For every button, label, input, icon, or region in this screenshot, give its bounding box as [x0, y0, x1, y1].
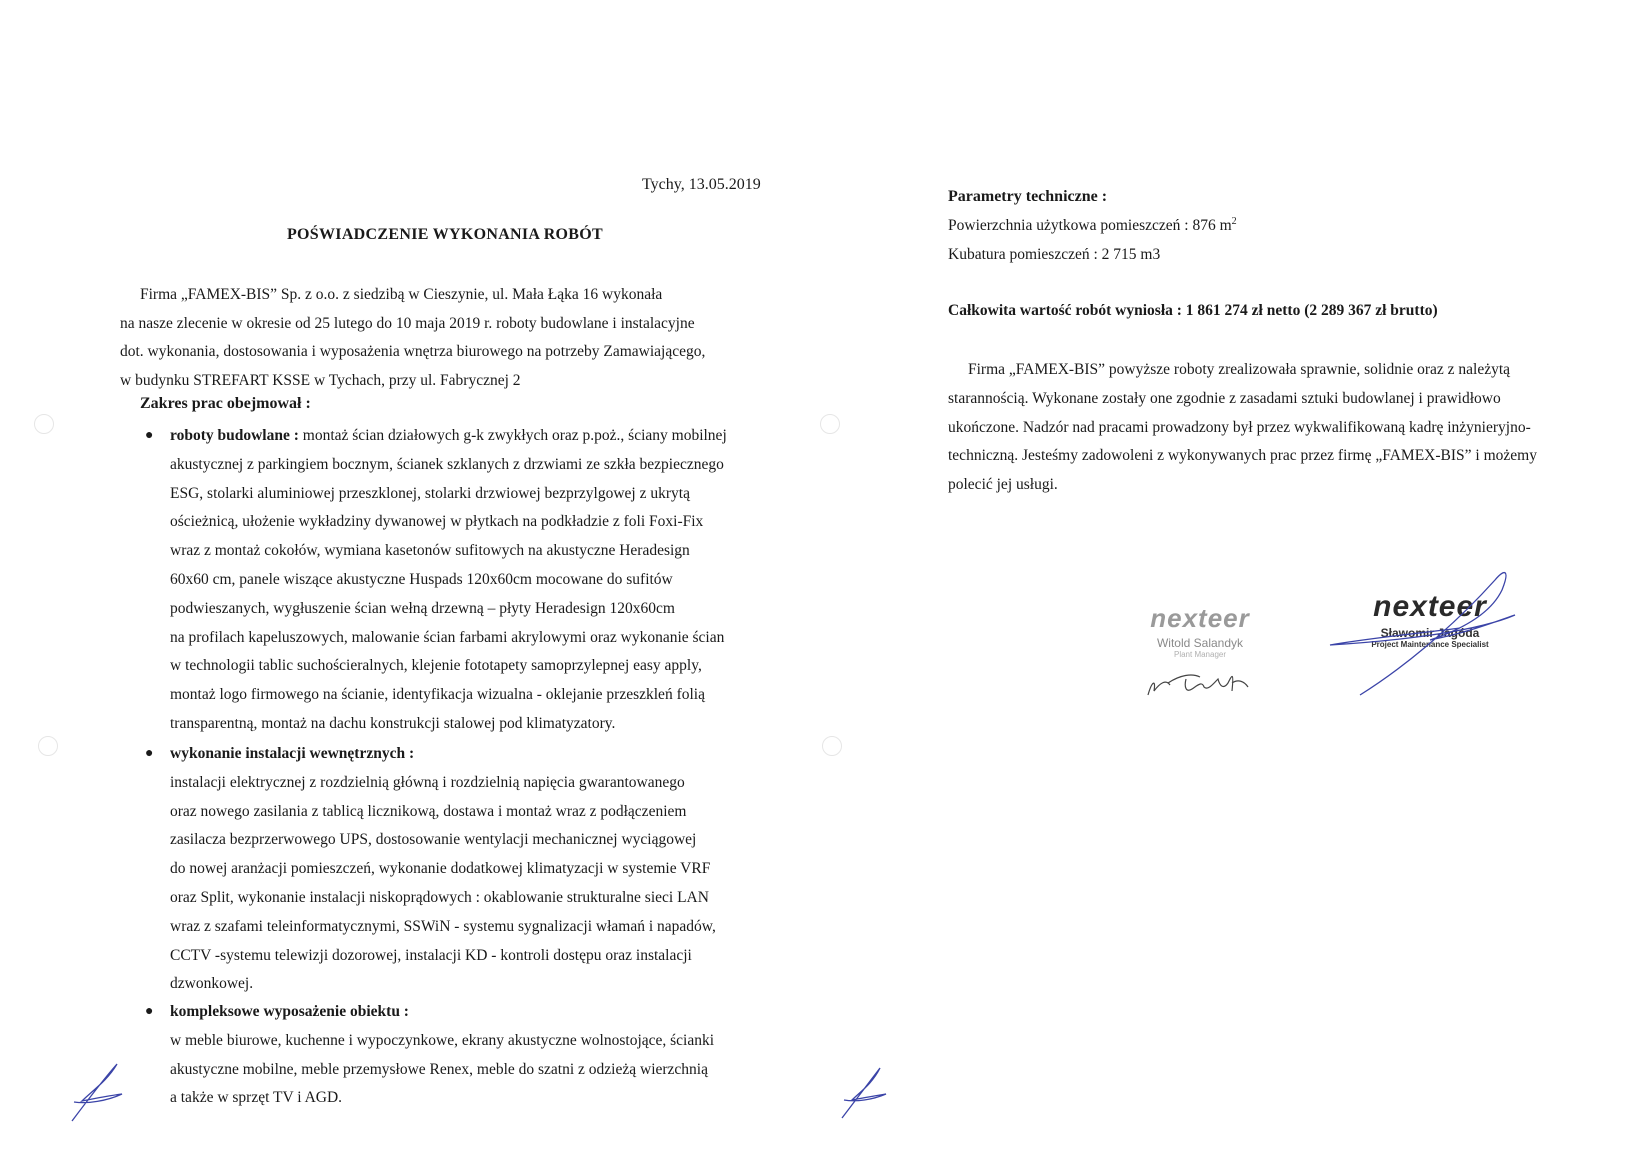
bullet-line: oraz nowego zasilania z tablicą licznikową, dostawa i montaż wraz z podłączeniem	[170, 802, 687, 820]
volume-line: Kubatura pomieszczeń : 2 715 m3	[948, 246, 1161, 263]
intro-line: Firma „FAMEX-BIS” Sp. z o.o. z siedzibą w Cieszynie, ul. Mała Łąka 16 wykonała	[140, 286, 663, 303]
scope-bullet-construction	[145, 422, 790, 739]
bullet-line: zasilacza bezprzerwowego UPS, dostosowanie wentylacji mechanicznej wyciągowej	[170, 831, 697, 849]
usable-area-line: Powierzchnia użytkowa pomieszczeń : 876 $m^2$	[948, 216, 1237, 235]
scope-bullet-equipment	[145, 998, 790, 1113]
scope-bullet-installations	[145, 740, 790, 999]
intro-line: na nasze zlecenie w okresie od 25 lutego do 10 maja 2019 r. roboty budowlane i instalacyjne	[120, 314, 695, 332]
bullet-line: akustycznej z parkingiem bocznym, ścianek szklanych z drzwiami ze szkła bezpiecznego	[170, 455, 724, 473]
company-stamp-plant-manager	[1110, 603, 1290, 706]
intro-line: w budynku STREFART KSSE w Tychach, przy ul. Fabrycznej 2	[120, 371, 521, 389]
right-page	[830, 0, 1652, 1168]
bullet-line: a także w sprzęt TV i AGD.	[170, 1089, 343, 1107]
punch-hole-mark	[34, 414, 54, 434]
bullet-heading: kompleksowe wyposażenie obiektu :	[170, 1003, 409, 1020]
document-title: POŚWIADCZENIE WYKONANIA ROBÓT	[286, 226, 603, 243]
signatory-name: Sławomir Jagóda	[1380, 626, 1480, 640]
punch-hole-mark	[820, 414, 840, 434]
bullet-line: CCTV -systemu telewizji dozorowej, instalacji KD - kontroli dostępu oraz instalacji	[170, 946, 692, 964]
signatory-role: Project Maintenance Specialist	[1371, 640, 1489, 649]
punch-hole-mark	[822, 736, 842, 756]
initials-signature-icon	[830, 1056, 900, 1126]
bullet-icon: ●	[145, 746, 154, 761]
bullet-line: podwieszanych, wygłuszenie ścian wełną drzewną – płyty Heradesign 120x60cm	[170, 599, 675, 617]
bullet-heading: wykonanie instalacji wewnętrznych :	[170, 745, 415, 762]
intro-line: dot. wykonania, dostosowania i wyposażenia wnętrza biurowego na potrzeby Zamawiającego,	[120, 343, 706, 360]
bullet-line: na profilach kapeluszowych, malowanie ścian farbami akrylowymi oraz wykonanie ścian	[170, 628, 725, 646]
document-date: Tychy, 13.05.2019	[642, 176, 761, 193]
bullet-line: w technologii tablic suchościeralnych, klejenie fototapety samoprzylepnej easy apply,	[170, 657, 702, 675]
intro-paragraph	[120, 281, 800, 395]
bullet-line: ESG, stolarki aluminiowej przeszklonej, stolarki drzwiowej bezprzylgowej z ukrytą	[170, 484, 690, 502]
bullet-line: instalacji elektrycznej z rozdzielnią główną i rozdzielnią napięcia gwarantowanego	[170, 773, 685, 791]
scope-heading: Zakres prac obejmował :	[140, 395, 311, 412]
summary-line: techniczną. Jesteśmy zadowoleni z wykonywanych prac przez firmę „FAMEX-BIS” i możemy	[948, 447, 1537, 465]
signatory-name: Witold Salandyk	[1156, 636, 1244, 650]
bullet-heading: roboty budowlane :	[170, 427, 299, 444]
handwritten-signature-icon	[1310, 560, 1550, 700]
bullet-line: akustyczne mobilne, meble przemysłowe Renex, meble do szatni z odzieżą wierzchnią	[170, 1060, 708, 1078]
total-value: Całkowita wartość robót wyniosła : 1 861 274 zł netto (2 289 367 zł brutto)	[948, 302, 1438, 319]
bullet-line: 60x60 cm, panele wiszące akustyczne Huspads 120x60cm mocowane do sufitów	[170, 570, 673, 588]
summary-paragraph	[948, 356, 1608, 500]
bullet-line: wraz z montaż cokołów, wymiana kasetonów sufitowych na akustyczne Heradesign	[170, 542, 690, 560]
bullet-icon: ●	[145, 428, 154, 443]
bullet-line: wraz z szafami teleinformatycznymi, SSWiN - systemu sygnalizacji włamań i napadów,	[170, 917, 716, 935]
initials-signature-icon	[62, 1056, 132, 1126]
nexteer-logo: nexteer	[1373, 590, 1487, 623]
bullet-icon: ●	[145, 1004, 154, 1019]
punch-hole-mark	[38, 736, 58, 756]
bullet-line: transparentną, montaż na dachu konstrukcji stalowej pod klimatyzatory.	[170, 714, 616, 732]
bullet-line: oraz Split, wykonanie instalacji niskoprądowych : okablowanie strukturalne sieci LAN	[170, 888, 709, 906]
summary-line: Firma „FAMEX-BIS” powyższe roboty zrealizowała sprawnie, solidnie oraz z należytą	[968, 361, 1511, 378]
summary-line: ukończone. Nadzór nad pracami prowadzony był przez wykwalifikowaną kadrę inżynieryjno-	[948, 418, 1531, 436]
signatory-role: Plant Manager	[1173, 650, 1227, 659]
summary-line: starannością. Wykonane zostały one zgodnie z zasadami sztuki budowlanej i prawidłowo	[948, 389, 1501, 407]
bullet-line: montaż ścian działowych g-k zwykłych oraz p.poż., ściany mobilnej	[298, 427, 727, 444]
summary-line: polecić jej usługi.	[948, 476, 1058, 494]
handwritten-signature-icon	[1140, 661, 1260, 701]
bullet-line: montaż logo firmowego na ścianie, identyfikacja wizualna - oklejanie przeszkleń folią	[170, 686, 705, 704]
bullet-line: w meble biurowe, kuchenne i wypoczynkowe, ekrany akustyczne wolnostojące, ścianki	[170, 1031, 715, 1049]
bullet-line: dzwonkowej.	[170, 975, 254, 993]
bullet-line: do nowej aranżacji pomieszczeń, wykonanie dodatkowej klimatyzacji w systemie VRF	[170, 860, 711, 878]
bullet-line: ościeżnicą, ułożenie wykładziny dywanowej w płytkach na podkładzie z foli Foxi-Fix	[170, 513, 704, 531]
nexteer-logo: nexteer	[1150, 603, 1250, 633]
technical-params-heading: Parametry techniczne :	[948, 188, 1108, 205]
